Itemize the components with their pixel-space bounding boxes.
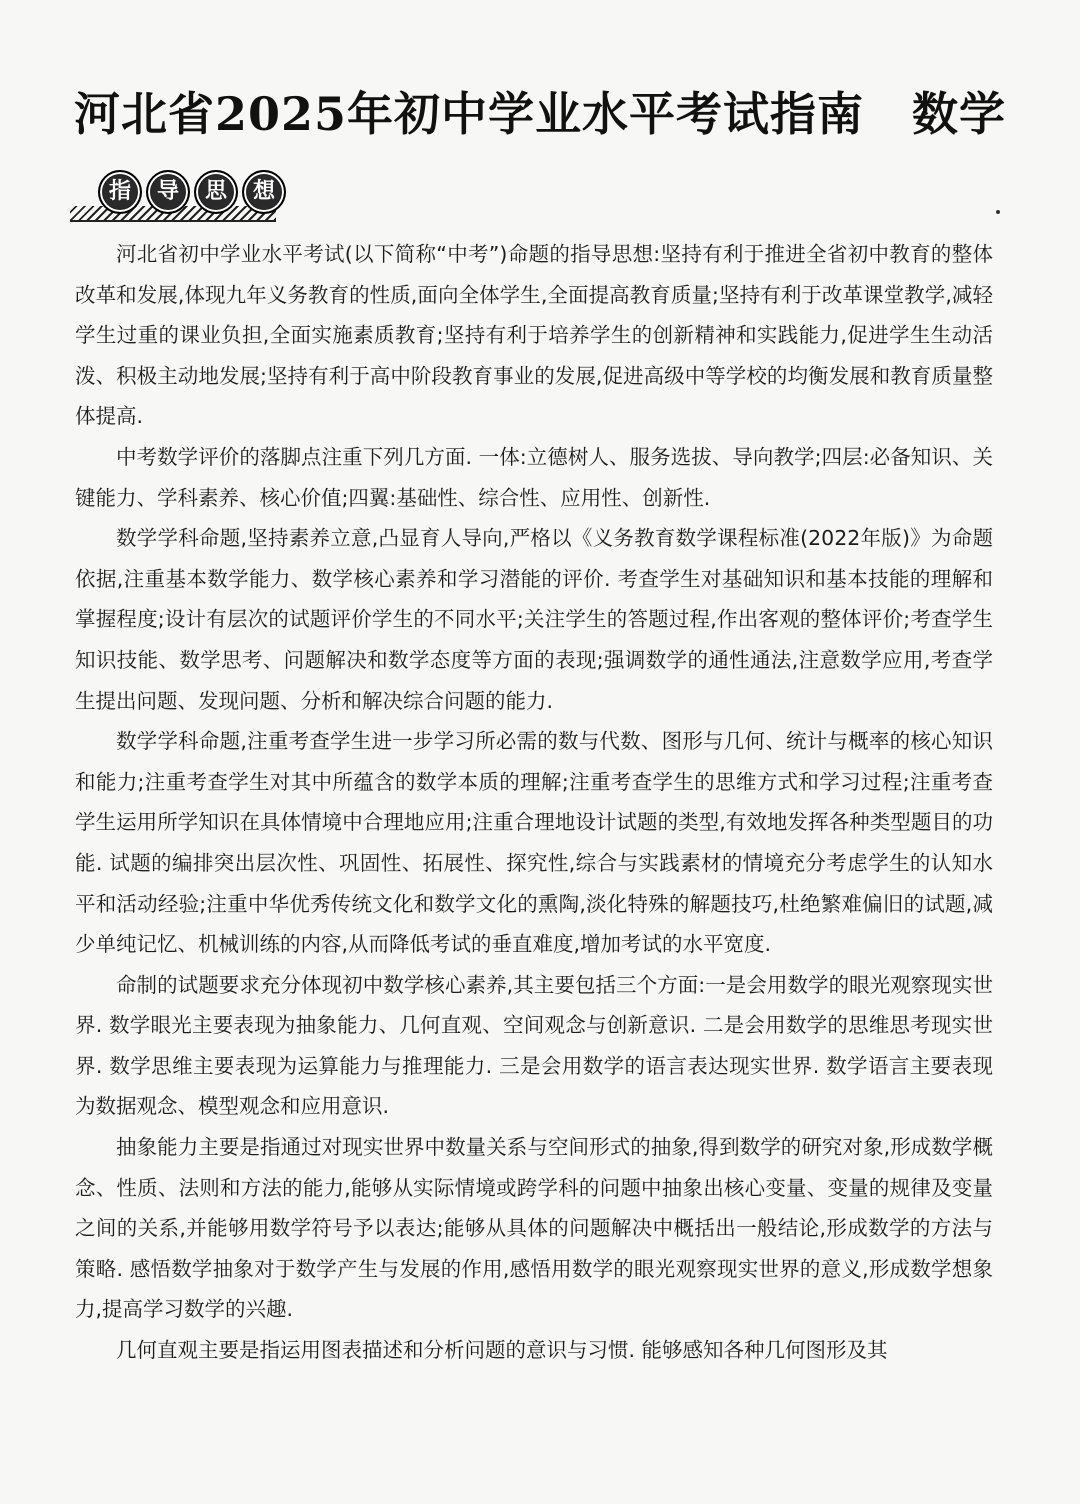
speck-mark — [996, 210, 1000, 214]
title-text: 河北省2025年初中学业水平考试指南 — [73, 87, 865, 141]
document-title — [60, 78, 1020, 144]
paragraph: 河北省初中学业水平考试(以下简称“中考”)命题的指导思想:坚持有利于推进全省初中教育的整体改革和发展,体现九年义务教育的性质,面向全体学生,全面提高教育质量;坚持有利于改革课堂教学,减轻学生过重的课业负担,全面实施素质教育;坚持有利于培养学生的创新精神和实践能力,促进学生生动活泼、积极主动地发展;坚持有利于高中阶段教育事业的发展,促进高级中等学校的均衡发展和教育质量整体提高. — [75, 242, 993, 429]
paragraph: 中考数学评价的落脚点注重下列几方面. 一体:立德树人、服务选拔、导向教学;四层:必备知识、关键能力、学科素养、核心价值;四翼:基础性、综合性、应用性、创新性. — [75, 444, 993, 510]
section-badge: 想 — [242, 170, 286, 214]
paragraph: 抽象能力主要是指通过对现实世界中数量关系与空间形式的抽象,得到数学的研究对象,形成数学概念、性质、法则和方法的能力,能够从实际情境或跨学科的问题中抽象出核心变量、变量的规律及变量之间的关系,并能够用数学符号予以表达;能够从具体的问题解决中概括出一般结论,形成数学的方法与策略. 感悟数学抽象对于数学产生与发展的作用,感悟用数学的眼光观察现实世界的意义,形成数学想象力,提高学习数学的兴趣. — [75, 1135, 993, 1322]
section-header-guiding-ideology — [70, 170, 280, 222]
section-header-badges — [98, 170, 286, 214]
paragraph: 几何直观主要是指运用图表描述和分析问题的意识与习惯. 能够感知各种几何图形及其 — [116, 1338, 888, 1363]
paragraph: 数学学科命题,坚持素养立意,凸显育人导向,严格以《义务教育数学课程标准(2022年版)》为命题依据,注重基本数学能力、数学核心素养和学习潜能的评价. 考查学生对基础知识和基本技能的理解和掌握程度;设计有层次的试题评价学生的不同水平;关注学生的答题过程,作出客观的整体评价;考查学生知识技能、数学思考、问题解决和数学态度等方面的表现;强调数学的通性通法,注意数学应用,考查学生提出问题、发现问题、分析和解决综合问题的能力. — [75, 526, 993, 713]
section-badge: 导 — [146, 170, 190, 214]
subject-text: 数学 — [912, 87, 1007, 141]
section-badge: 思 — [194, 170, 238, 214]
section-badge: 指 — [98, 170, 142, 214]
paragraph: 数学学科命题,注重考查学生进一步学习所必需的数与代数、图形与几何、统计与概率的核心知识和能力;注重考查学生对其中所蕴含的数学本质的理解;注重考查学生的思维方式和学习过程;注重考查学生运用所学知识在具体情境中合理地应用;注重合理地设计试题的类型,有效地发挥各种类型题目的功能. 试题的编排突出层次性、巩固性、拓展性、探究性,综合与实践素材的情境充分考虑学生的认知水平和活动经验;注重中华优秀传统文化和数学文化的熏陶,淡化特殊的解题技巧,杜绝繁难偏旧的试题,减少单纯记忆、机械训练的内容,从而降低考试的垂直难度,增加考试的水平宽度. — [75, 729, 993, 957]
body-text — [75, 234, 993, 1371]
paragraph: 命制的试题要求充分体现初中数学核心素养,其主要包括三个方面:一是会用数学的眼光观察现实世界. 数学眼光主要表现为抽象能力、几何直观、空间观念与创新意识. 二是会用数学的思维思考现实世界. 数学思维主要表现为运算能力与推理能力. 三是会用数学的语言表达现实世界. 数学语言主要表现为数据观念、模型观念和应用意识. — [75, 972, 993, 1119]
